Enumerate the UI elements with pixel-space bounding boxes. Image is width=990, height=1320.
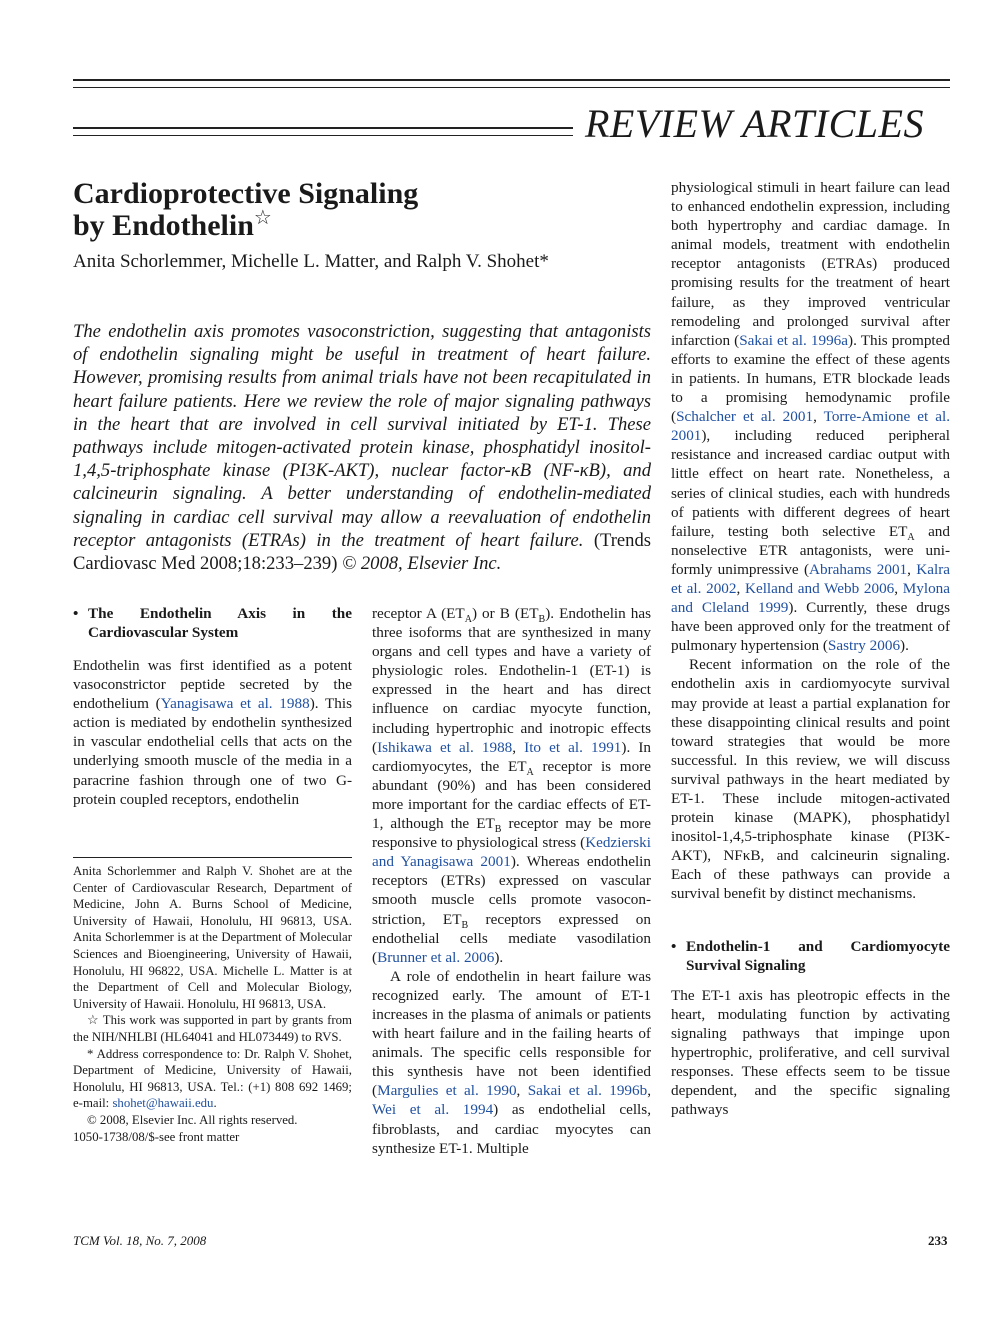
- citation-link[interactable]: Brunner et al. 2006: [377, 948, 495, 966]
- citation-link[interactable]: Kedzierski and Yanagisawa 2001: [372, 834, 651, 871]
- footnote-affiliation: Anita Schorlemmer and Ralph V. Shohet are at the Center of Cardiovascular Research, Department of Medicine, John A. Burns School of Medicine, University of Hawaii, Honolulu, HI 96813, USA. Anita Schorlemmer is at the Department of Molecular Sciences and Bioengineering, University of Hawaii, Honolulu, HI 96822, USA. Michelle L. Matter is at the Department of Cell and Molecular Biology, University of Hawaii. Honolulu, HI 96813, USA.: [73, 864, 352, 1011]
- citation-link[interactable]: Wei et al. 1994: [372, 1101, 494, 1119]
- page-number: 233: [928, 1233, 948, 1248]
- column-2: [372, 604, 651, 1158]
- citation-link[interactable]: Kalra et al. 2002: [671, 560, 951, 597]
- email-link[interactable]: shohet@hawaii.edu: [112, 1096, 214, 1111]
- header-rule-left-1: [73, 127, 573, 129]
- footnote-rule: [73, 857, 352, 858]
- footnote-correspondence: * Address correspondence to: Dr. Ralph V. Shohet, Department of Medicine, University of Hawaii, Honolulu, HI 96813, USA. Tel.: (+1) 808 692 1469; e-mail: shohet@hawaii.edu.: [73, 1046, 352, 1111]
- footnote-star-icon: ☆: [87, 1013, 100, 1028]
- abstract-copyright: © 2008, Elsevier Inc.: [337, 553, 502, 575]
- citation-link[interactable]: Sakai et al. 1996a: [739, 331, 849, 349]
- title-line-2: by Endothelin: [73, 209, 254, 242]
- citation-link[interactable]: Mylona and Cleland 1999: [671, 579, 951, 617]
- paragraph: The ET-1 axis has pleotropic effects in the heart, modulating function by activating signaling pathways that impinge upon hypertrophic, proliferative, and cell survival responses. These effects seem to be tissue dependent, and the specific signaling pathways: [671, 986, 950, 1119]
- citation-link[interactable]: Kelland and Webb 2006: [745, 579, 895, 597]
- abstract-citation: (Trends Cardiovasc Med 2008;18:233–239): [73, 529, 651, 575]
- paragraph: Recent information on the role of the endothelin axis in cardiomyocyte survival may provide at least a partial explanation for these disappointing clinical results and point toward strategies that would be more successful. In this review, we will discuss survival pathways in the heart mediated by ET-1. These include mitogen-activated protein kinase (MAPK), phosphatidyl inositol-1,4,5-triphosphate kinase (PI3K-AKT), NFκB, and calcineurin signaling. Each of these pathways can provide a survival benefit by distinct mechanisms.: [671, 656, 950, 903]
- citation-link[interactable]: Ito et al. 1991: [524, 738, 622, 756]
- title-line-1: Cardioprotective Signaling: [73, 177, 419, 210]
- footer-journal-info: TCM Vol. 18, No. 7, 2008: [73, 1233, 207, 1248]
- citation-link[interactable]: Ishikawa et al. 1988: [377, 738, 513, 756]
- title-footnote-star-icon[interactable]: ☆: [253, 207, 272, 229]
- footnote-issn: 1050-1738/08/$-see front matter: [73, 1129, 240, 1144]
- citation-link[interactable]: Schalcher et al. 2001: [676, 408, 814, 426]
- citation-link[interactable]: Torre-Amione et al. 2001: [671, 408, 951, 445]
- citation-link[interactable]: Sastry 2006: [827, 637, 901, 655]
- bullet-icon: •: [73, 605, 79, 622]
- citation-link[interactable]: Margulies et al. 1990: [377, 1082, 517, 1100]
- bullet-icon: •: [671, 937, 677, 955]
- header-rule-top: [73, 79, 950, 81]
- column-3: [671, 178, 950, 1119]
- author-list: Anita Schorlemmer, Michelle L. Matter, and Ralph V. Shohet*: [73, 251, 549, 272]
- citation-link[interactable]: Yanagisawa et al. 1988: [160, 695, 310, 713]
- paragraph: Endothelin was first identified as a potent vasoconstrictor peptide secreted by the endothelium (Yanagisawa et al. 1988). This action is mediated by endothelin synthesized in vascular endothelial cells that acts on the underlying smooth muscle of the media in a paracrine fashion through one of two G-protein coupled receptors, endothelin: [73, 657, 352, 808]
- citation-link[interactable]: Sakai et al. 1996b: [527, 1082, 648, 1100]
- section-heading-endothelin-axis: • The Endothelin Axis in the Cardiovascular System: [73, 605, 352, 641]
- paragraph: receptor A $(ET_A)$ or B $(ET_B)$. Endothelin has three isoforms that are synthesized in many organs and cell types and have a variety of physiologic roles. Endothelin-1 (ET-1) is expressed in the heart and has direct influence on cardiac myocyte function, including hypertrophic and inotropic effects (Ishikawa et al. 1988, Ito et al. 1991). In cardiomyocytes, the $ET_A$ receptor is more abundant (90%) and has been considered more important for the cardiac effects of ET-1, although the $ET_B$ receptor may be more responsive to physiological stress (Kedzierski and Yanagisawa 2001). Whereas endothelin receptors (ETRs) expressed on vascular smooth muscle cells promote vasoconstriction, $ET_B$ receptors expressed on endothelial cells mediate vasodilation (Brunner et al. 2006).: [372, 605, 652, 966]
- header-rule-2: [73, 87, 950, 88]
- section-heading-et1-survival: • Endothelin-1 and Cardiomyocyte Survival Signaling: [671, 937, 950, 974]
- column-1: [73, 604, 352, 809]
- footnote-copyright: © 2008, Elsevier Inc. All rights reserved.: [87, 1112, 298, 1127]
- paragraph: A role of endothelin in heart failure was recognized early. The amount of ET-1 increases in the plasma of animals or patients with heart failure and in the failing hearts of animals. The specific cells responsible for this synthesis have not been identified (Margulies et al. 1990, Sakai et al. 1996b, Wei et al. 1994) as endothelial cells, fibroblasts, and cardiac myocytes can synthesize ET-1. Multiple: [372, 967, 651, 1157]
- footnote-grant: ☆ This work was supported in part by grants from the NIH/NHLBI (HL64041 and HL073449) to RVS.: [73, 1013, 352, 1044]
- footnotes: [73, 863, 352, 1145]
- abstract: [73, 320, 651, 575]
- header-rule-left-2: [73, 135, 573, 136]
- citation-link[interactable]: Abrahams 2001: [809, 560, 908, 578]
- abstract-text: The endothelin axis promotes vasoconstriction, suggesting that antagonists of endothelin signaling might be useful in treatment of heart failure. However, promising results from animal trials have not been recapitulated in heart failure patients. Here we review the role of major signaling pathways in the heart that are involved in cell survival initiated by ET-1. These pathways include mitogen-activated protein kinase, phosphatidyl inositol-1,4,5-triphosphate kinase (PI3K-AKT), nuclear factor-κB (NF-κB), and calcineurin signaling. A better understanding of endothelin-mediated signaling in cardiac cell survival may allow a reevaluation of endothelin receptor antagonists (ETRAs) in the treatment of heart failure.: [73, 321, 651, 551]
- section-header-title: REVIEW ARTICLES: [585, 101, 924, 146]
- paragraph: physiological stimuli in heart failure can lead to enhanced endothelin expression, including both hypertrophy and cardiac damage. In animal models, treatment with endothelin receptor antagonists (ETRAs) produced promising results for the treatment of heart failure, as they improved ventricular remodeling and prolonged survival after infarction (Sakai et al. 1996a). This prompted efforts to examine the effect of these agents in patients. In humans, ETR blockade leads to a promising hemodynamic profile (Schalcher et al. 2001, Torre-Amione et al. 2001), including reduced peripheral resistance and increased cardiac output with little effect on heart rate. Nonetheless, a series of clinical studies, each with hundreds of patients with different degrees of heart failure, testing both selective $ET_A$ and nonselective ETR antagonists, were uniformly unimpressive (Abrahams 2001, Kalra et al. 2002, Kelland and Webb 2006, Mylona and Cleland 1999). Currently, these drugs have been approved only for the treatment of pulmonary hypertension (Sastry 2006).: [671, 179, 951, 655]
- article-title: [73, 178, 493, 242]
